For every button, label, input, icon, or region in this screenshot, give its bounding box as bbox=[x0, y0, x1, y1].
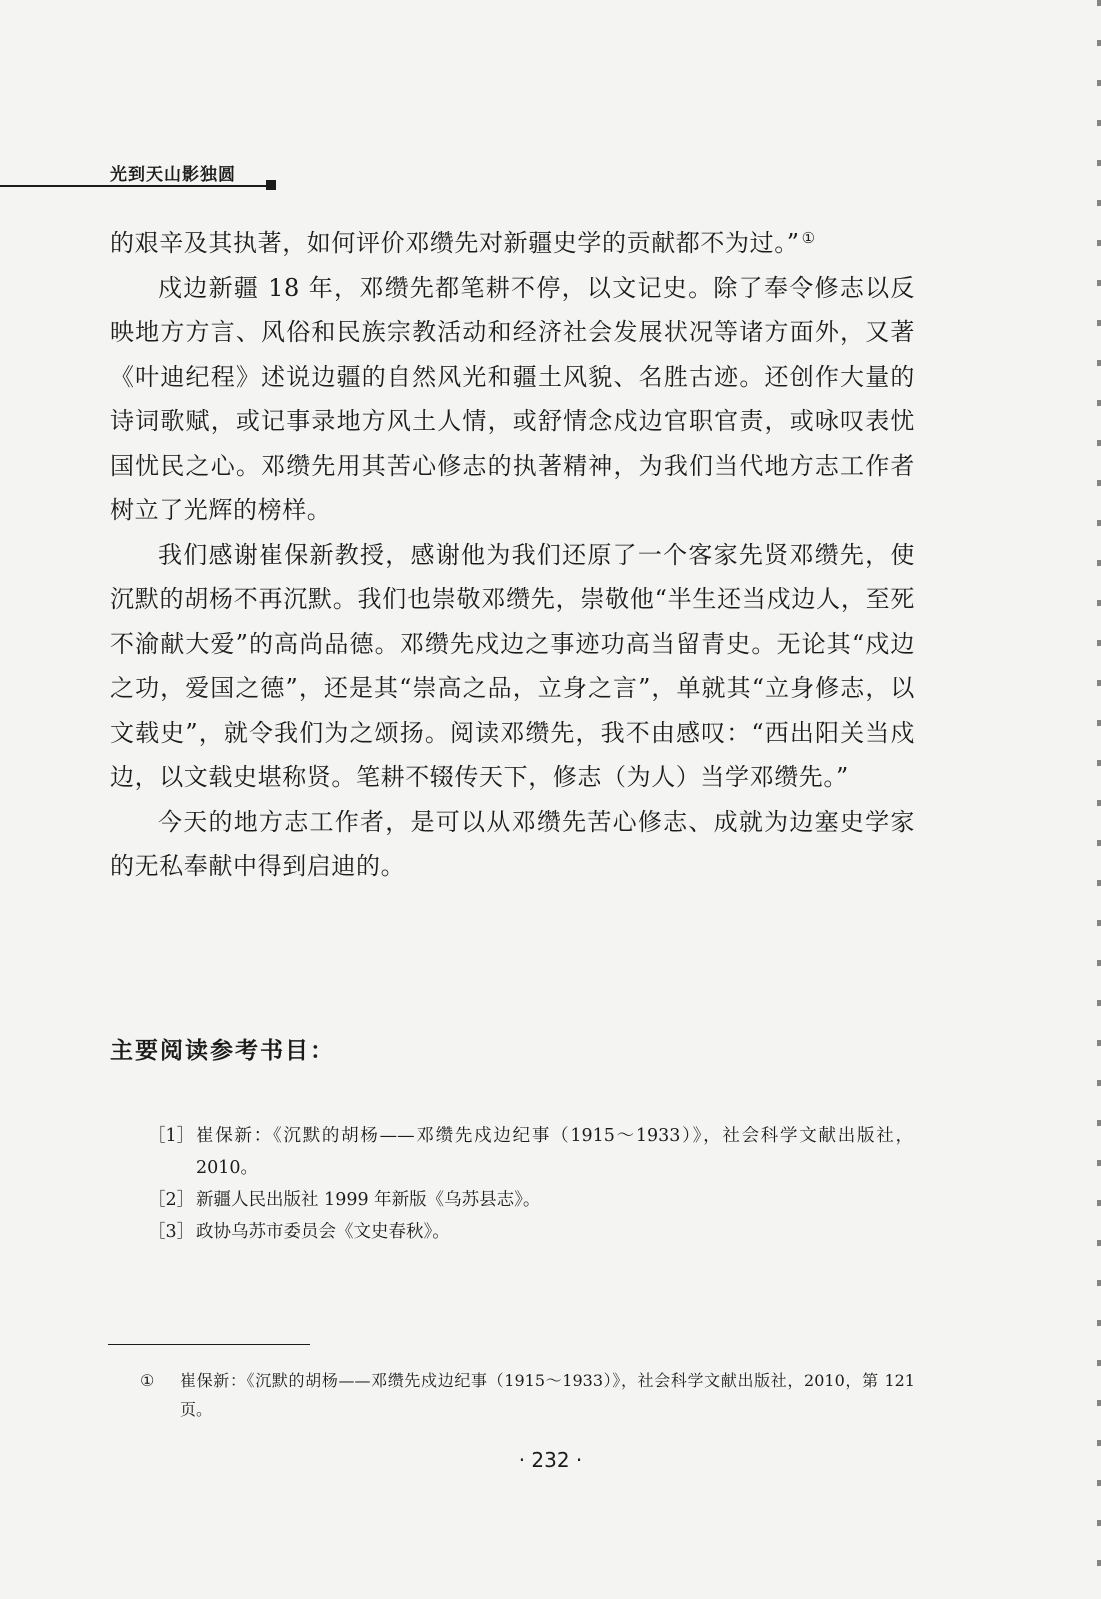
reference-item-3 bbox=[148, 1216, 913, 1248]
running-header bbox=[0, 160, 290, 192]
header-rule bbox=[0, 185, 270, 187]
scan-edge-shadow bbox=[1097, 0, 1101, 1599]
paragraph-2: 戍边新疆 18 年，邓缵先都笔耕不停，以文记史。除了奉令修志以反映地方方言、风俗和民族宗教活动和经济社会发展状况等诸方面外，又著《叶迪纪程》述说边疆的自然风光和疆土风貌、名胜古迹。还创作大量的诗词歌赋，或记事录地方风土人情，或舒情念戍边官职官责，或咏叹表忧国忧民之心。邓缵先用其苦心修志的执著精神，为我们当代地方志工作者树立了光辉的榜样。 bbox=[110, 273, 915, 524]
header-square-marker bbox=[266, 180, 276, 190]
footnote bbox=[140, 1366, 915, 1424]
paragraph-3: 我们感谢崔保新教授，感谢他为我们还原了一个客家先贤邓缵先，使沉默的胡杨不再沉默。我们也崇敬邓缵先，崇敬他“半生还当戍边人，至死不渝献大爱”的高尚品德。邓缵先戍边之事迹功高当留青史。无论其“戍边之功，爱国之德”，还是其“崇高之品，立身之言”，单就其“立身修志，以文载史”，就令我们为之颂扬。阅读邓缵先，我不由感叹：“西出阳关当戍边，以文载史堪称贤。笔耕不辍传天下，修志（为人）当学邓缵先。” bbox=[110, 540, 915, 791]
reference-text: 崔保新：《沉默的胡杨——邓缵先戍边纪事（1915～1933）》，社会科学文献出版社，2010。 bbox=[196, 1126, 913, 1178]
paragraph-1 bbox=[110, 216, 915, 266]
reference-number: ［2］ bbox=[148, 1190, 195, 1210]
reference-list bbox=[148, 1120, 913, 1248]
paragraph-4: 今天的地方志工作者，是可以从邓缵先苦心修志、成就为边塞史学家的无私奉献中得到启迪的。 bbox=[110, 807, 915, 880]
reference-text: 政协乌苏市委员会《文史春秋》。 bbox=[196, 1222, 450, 1242]
main-text bbox=[110, 216, 915, 889]
reference-number: ［1］ bbox=[148, 1126, 195, 1146]
page-number: · 232 · bbox=[518, 1448, 583, 1472]
reference-item-2 bbox=[148, 1184, 913, 1216]
reference-text: 新疆人民出版社 1999 年新版《乌苏县志》。 bbox=[196, 1190, 541, 1210]
reference-item-1 bbox=[148, 1120, 913, 1184]
footnote-marker: ① bbox=[140, 1371, 155, 1390]
paragraph-1-text: 的艰辛及其执著，如何评价邓缵先对新疆史学的贡献都不为过。” bbox=[110, 229, 800, 257]
footnote-text: 崔保新：《沉默的胡杨——邓缵先戍边纪事（1915～1933）》，社会科学文献出版社，2010，第 121 页。 bbox=[180, 1371, 915, 1419]
footnote-separator bbox=[108, 1344, 310, 1345]
reference-number: ［3］ bbox=[148, 1222, 195, 1242]
footnote-reference[interactable]: ① bbox=[801, 229, 816, 247]
book-title: 光到天山影独圆 bbox=[110, 165, 236, 185]
references-heading: 主要阅读参考书目： bbox=[110, 1038, 335, 1064]
